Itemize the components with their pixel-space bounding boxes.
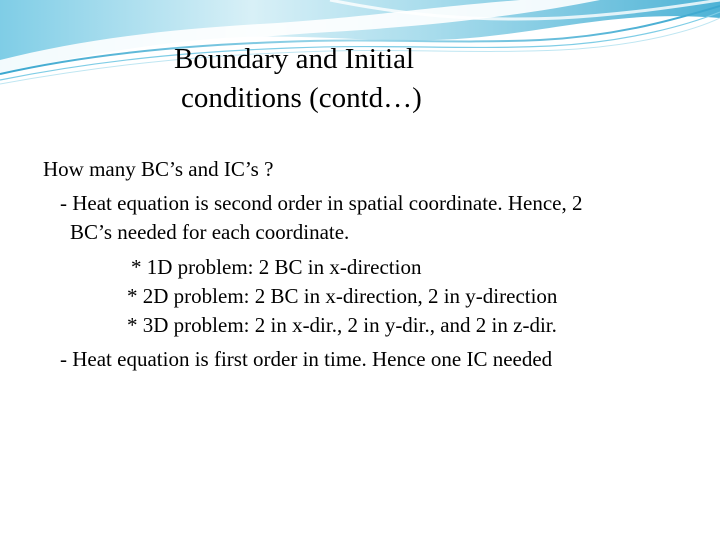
body-bullet-spatial-cont: BC’s needed for each coordinate.	[70, 220, 350, 244]
body-sub-1d: * 1D problem: 2 BC in x-direction	[131, 255, 422, 279]
body-sub-3d: * 3D problem: 2 in x-dir., 2 in y-dir., and 2 in z-dir.	[127, 313, 557, 337]
body-bullet-spatial: - Heat equation is second order in spatial coordinate. Hence, 2	[60, 191, 583, 215]
body-bullet-time: - Heat equation is first order in time. Hence one IC needed	[60, 347, 553, 371]
slide-title-line-1: Boundary and Initial	[174, 43, 415, 75]
body-sub-2d: * 2D problem: 2 BC in x-direction, 2 in y-direction	[127, 284, 558, 308]
body-question: How many BC’s and IC’s ?	[43, 157, 274, 181]
slide-title-line-2: conditions (contd…)	[181, 82, 422, 114]
